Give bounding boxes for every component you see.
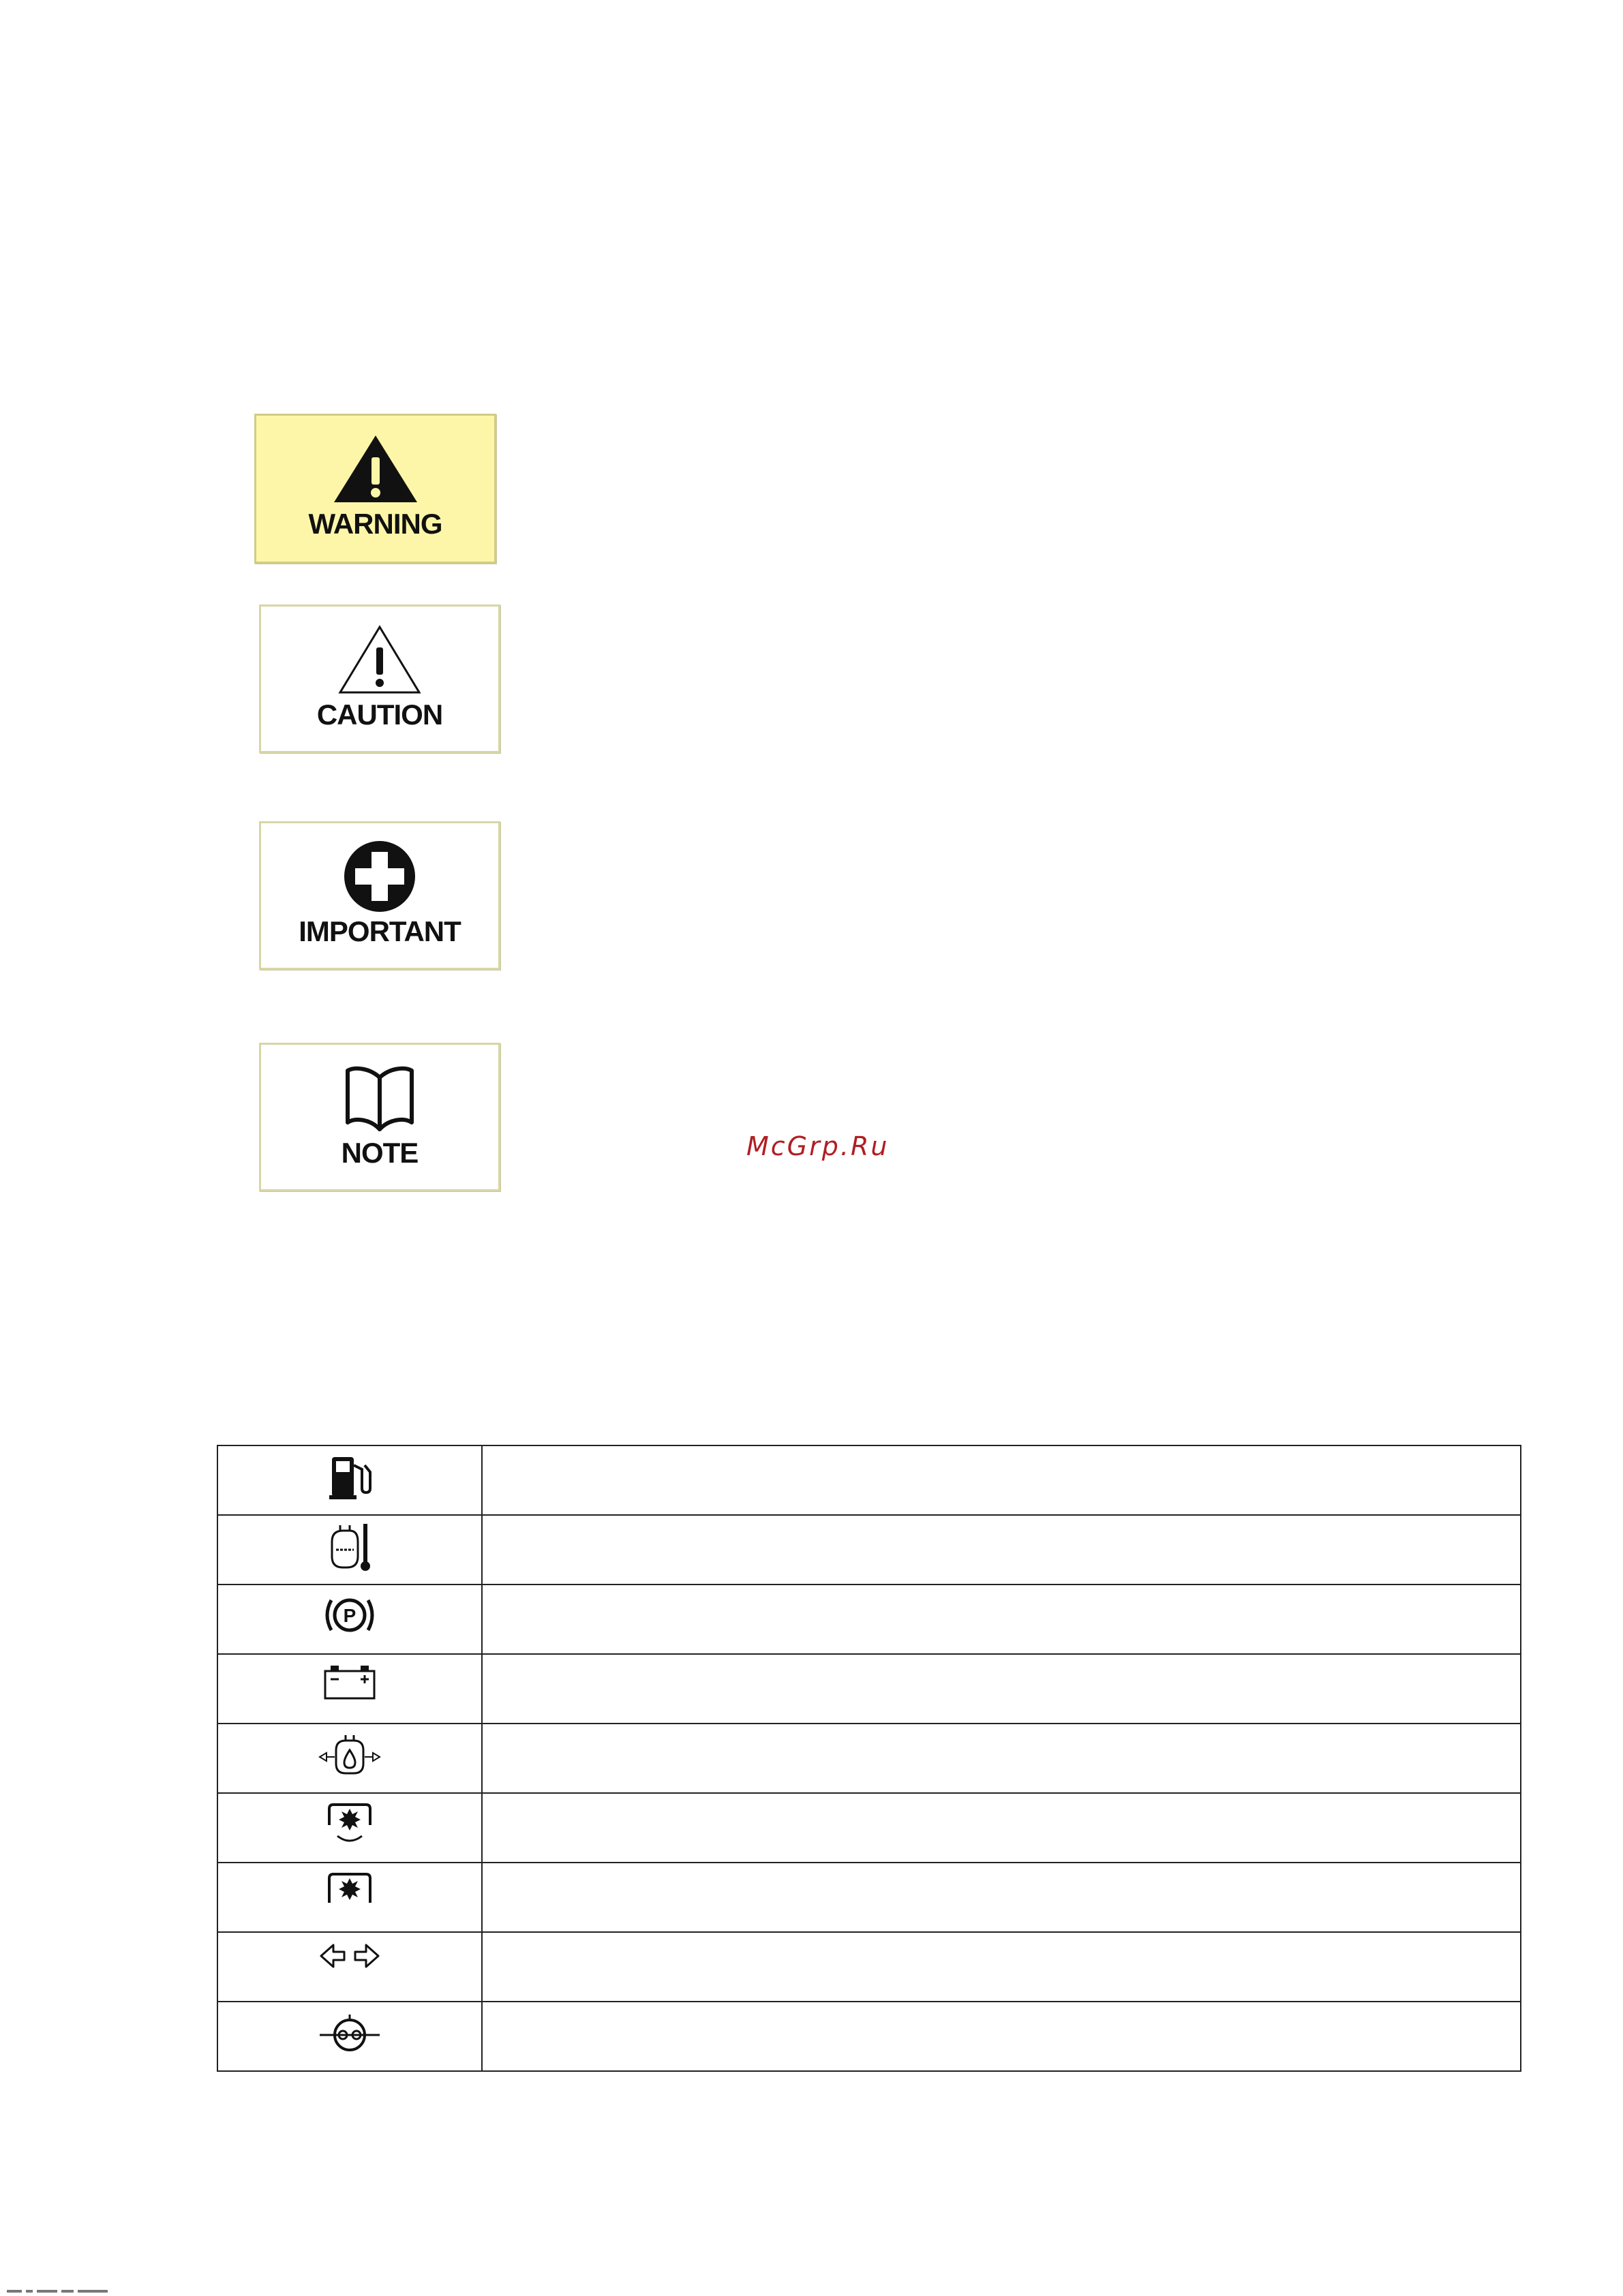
- table-row: [217, 1445, 1521, 1515]
- symbol-description: [482, 1445, 1521, 1515]
- warning-label: [254, 414, 496, 564]
- important-label: [259, 821, 500, 970]
- symbol-cell: [217, 1724, 482, 1793]
- footer-marks: [7, 2290, 136, 2293]
- symbol-description: [482, 1793, 1521, 1863]
- caution-label: [259, 604, 500, 753]
- table-row: [217, 1793, 1521, 1863]
- important-text: IMPORTANT: [299, 915, 461, 947]
- important-cross-icon: [332, 840, 427, 913]
- table-row: [217, 1654, 1521, 1724]
- fuel-pump-icon: [322, 1452, 377, 1502]
- symbol-cell: [217, 1515, 482, 1585]
- open-book-icon: [332, 1061, 427, 1135]
- table-row: [217, 1724, 1521, 1793]
- seat-occupancy-icon: [316, 2008, 384, 2058]
- svg-text:P: P: [343, 1605, 357, 1626]
- table-row: [217, 2002, 1521, 2071]
- symbol-cell: [217, 1654, 482, 1724]
- hydraulic-filter-warning-icon: [321, 1799, 378, 1850]
- symbols-table: [217, 1445, 1521, 2072]
- note-text: NOTE: [341, 1137, 419, 1169]
- symbol-cell: [217, 1445, 482, 1515]
- symbol-description: [482, 1585, 1521, 1654]
- table-row: [217, 1932, 1521, 2002]
- battery-charge-icon: [321, 1660, 378, 1702]
- turn-signal-arrows-icon: [317, 1938, 382, 1979]
- caution-triangle-icon: [332, 623, 427, 697]
- symbol-description: [482, 2002, 1521, 2071]
- symbol-cell: [217, 1863, 482, 1932]
- symbol-cell: [217, 1793, 482, 1863]
- symbol-description: [482, 1932, 1521, 2002]
- air-filter-icon: [321, 1869, 378, 1912]
- symbol-description: [482, 1515, 1521, 1585]
- symbol-cell: [217, 1585, 482, 1654]
- symbol-description: [482, 1724, 1521, 1793]
- caution-text: CAUTION: [316, 699, 443, 731]
- warning-triangle-icon: [328, 432, 423, 506]
- symbol-description: [482, 1863, 1521, 1932]
- symbol-description: [482, 1654, 1521, 1724]
- note-label: [259, 1043, 500, 1191]
- engine-oil-pressure-icon: [316, 1730, 384, 1780]
- table-row: [217, 1863, 1521, 1932]
- symbol-cell: [217, 1932, 482, 2002]
- table-row: [217, 1585, 1521, 1654]
- watermark: McGrp.Ru: [746, 1131, 890, 1161]
- engine-coolant-temperature-icon: [322, 1521, 377, 1573]
- table-row: [217, 1515, 1521, 1585]
- parking-brake-icon: [319, 1591, 380, 1638]
- symbol-cell: [217, 2002, 482, 2071]
- warning-text: WARNING: [308, 508, 442, 540]
